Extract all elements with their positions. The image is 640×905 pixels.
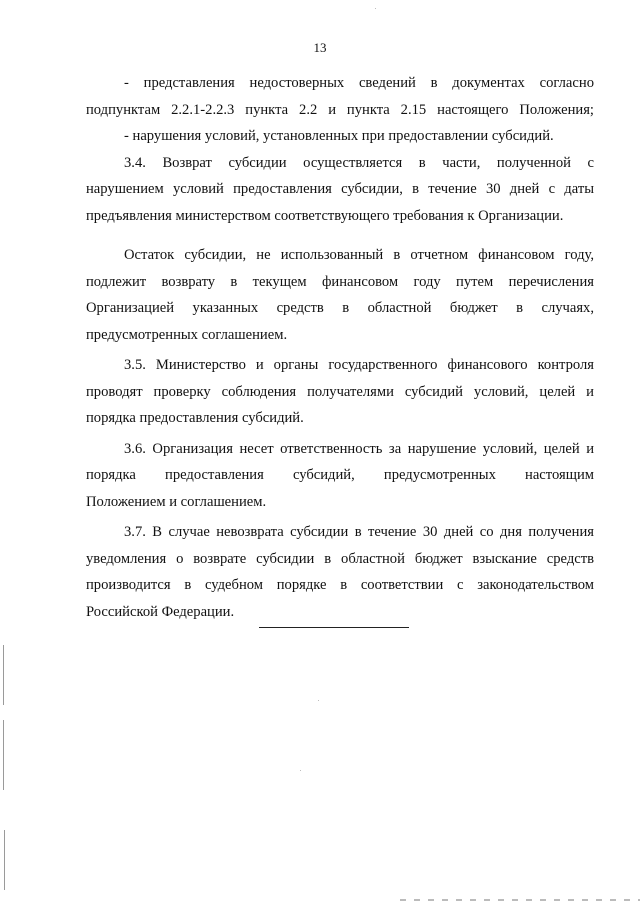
paragraph-false-info [86, 70, 594, 123]
scan-artifact [300, 770, 301, 771]
paragraph-remainder [86, 242, 594, 348]
scan-artifact [318, 700, 319, 701]
text-line: подлежит возврату в текущем финансовом году путем перечисления [86, 273, 594, 290]
text-line: - нарушения условий, установленных при предоставлении субсидий. [124, 128, 554, 144]
document-body [86, 70, 594, 625]
text-line: Российской Федерации. [86, 603, 235, 620]
text-line: уведомления о возврате субсидии в областной бюджет взыскание средств [86, 550, 594, 567]
text-line: - представления недостоверных сведений в документах согласно [124, 75, 594, 91]
scan-artifact [3, 720, 4, 790]
text-line: Организацией указанных средств в областной бюджет в случаях, [86, 300, 594, 316]
scan-artifact [4, 830, 5, 890]
text-line: нарушением условий предоставления субсидии, в течение 30 дней с даты [86, 181, 594, 197]
scan-artifact [400, 899, 640, 901]
text-line: порядка предоставления субсидий, предусмотренных настоящим [86, 467, 594, 483]
text-line: 3.7. В случае невозврата субсидии в течение 30 дней со дня получения [124, 524, 594, 540]
paragraph-3-7 [86, 519, 594, 625]
text-line: 3.4. Возврат субсидии осуществляется в части, полученной с [124, 154, 594, 171]
paragraph-3-4 [86, 150, 594, 230]
text-line: порядка предоставления субсидий. [86, 410, 304, 426]
text-line: предъявления министерством соответствующего требования к Организации. [86, 207, 564, 224]
text-line: производится в судебном порядке в соответствии с законодательством [86, 577, 594, 593]
scan-artifact [3, 645, 4, 705]
paragraph-violation-conditions [86, 123, 594, 150]
paragraph-3-5 [86, 352, 594, 432]
scan-artifact [375, 8, 376, 9]
end-of-text-rule [259, 627, 409, 628]
text-line: предусмотренных соглашением. [86, 326, 288, 343]
text-line: 3.5. Министерство и органы государственного финансового контроля [124, 357, 594, 373]
text-line: Остаток субсидии, не использованный в отчетном финансовом году, [124, 247, 594, 263]
paragraph-3-6 [86, 436, 594, 516]
text-line: Положением и соглашением. [86, 493, 267, 510]
page-number: 13 [313, 40, 327, 55]
text-line: подпунктам 2.2.1-2.2.3 пункта 2.2 и пункта 2.15 настоящего Положения; [86, 101, 594, 118]
text-line: 3.6. Организация несет ответственность за нарушение условий, целей и [124, 440, 594, 457]
text-line: проводят проверку соблюдения получателями субсидий условий, целей и [86, 383, 594, 400]
